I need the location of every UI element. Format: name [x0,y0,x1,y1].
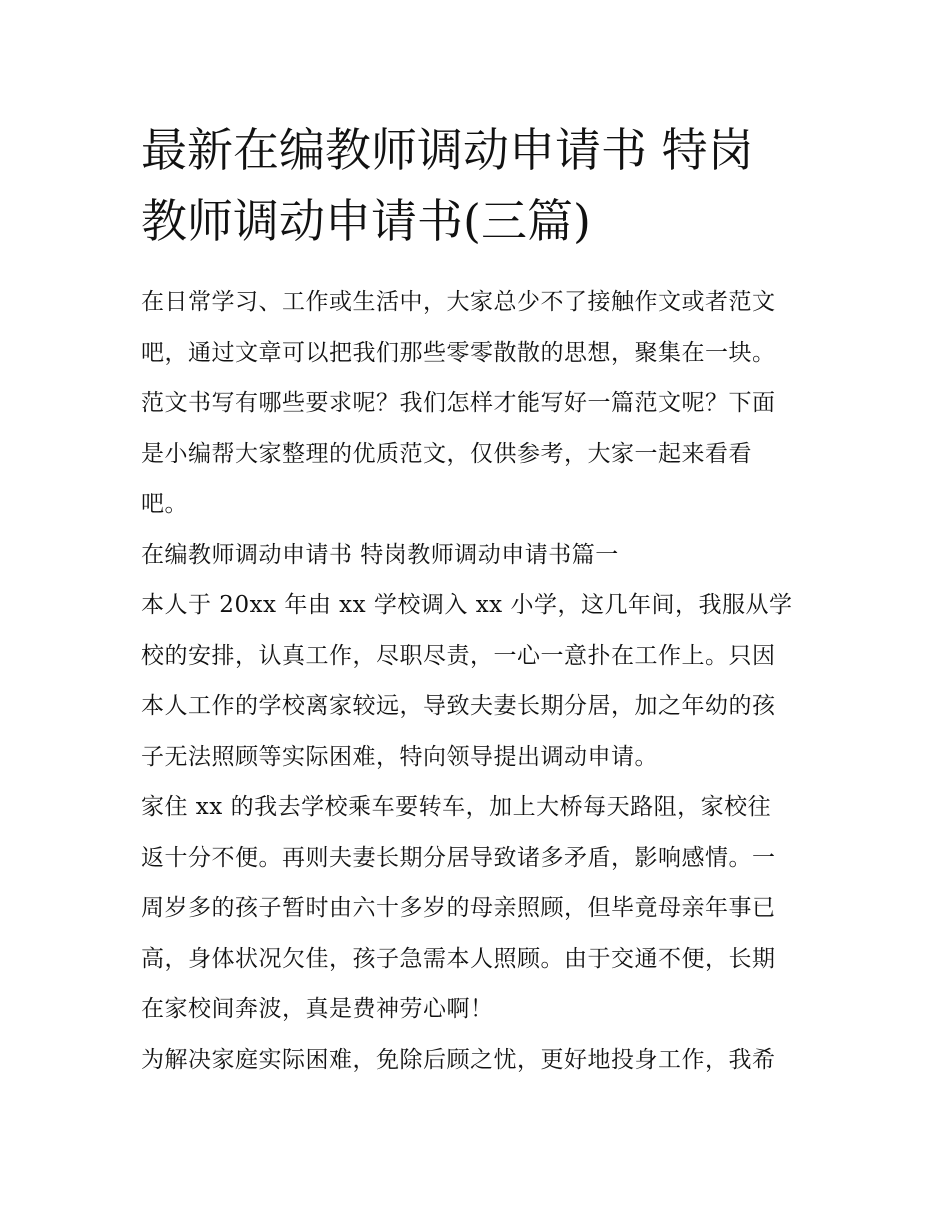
text-line: 高，身体状况欠佳，孩子急需本人照顾。由于交通不便，长期 [141,945,776,972]
intro-paragraph [141,277,821,530]
section-heading [141,530,821,581]
text-line: 子无法照顾等实际困难，特向领导提出调动申请。 [141,743,658,770]
text-line: 是小编帮大家整理的优质范文，仅供参考，大家一起来看看 [141,440,752,467]
text-line: 校的安排，认真工作，尽职尽责，一心一意扑在工作上。只因 [141,642,776,669]
text-line: 吧。 [141,491,188,517]
text-line: 家住 xx 的我去学校乘车要转车，加上大桥每天路阻，家校往 [141,794,772,820]
text-line: 范文书写有哪些要求呢？我们怎样才能写好一篇范文呢？下面 [141,390,776,416]
document-page [141,115,821,1085]
text-line: 返十分不便。再则夫妻长期分居导致诸多矛盾，影响感情。一 [141,844,776,871]
text-line: 吧，通过文章可以把我们那些零零散散的思想，聚集在一块。 [141,339,776,366]
text-line: 周岁多的孩子暂时由六十多岁的母亲照顾，但毕竟母亲年事已 [141,895,776,921]
body-paragraph [141,782,821,1035]
text-line: 本人于 20xx 年由 xx 学校调入 xx 小学，这几年间，我服从学 [141,592,793,618]
text-line: 本人工作的学校离家较远，导致夫妻长期分居，加之年幼的孩 [141,693,776,719]
body-paragraph [141,1035,821,1086]
title-line: 教师调动申请书(三篇) [141,194,591,248]
text-line: 在编教师调动申请书 特岗教师调动申请书篇一 [141,541,619,568]
title-line: 最新在编教师调动申请书 特岗 [141,123,754,177]
text-line: 在日常学习、工作或生活中，大家总少不了接触作文或者范文 [141,289,776,315]
body-paragraph [141,580,821,782]
document-title [141,115,821,257]
text-line: 在家校间奔波，真是费神劳心啊！ [141,996,494,1022]
text-line: 为解决家庭实际困难，免除后顾之忧，更好地投身工作，我希 [141,1046,776,1073]
